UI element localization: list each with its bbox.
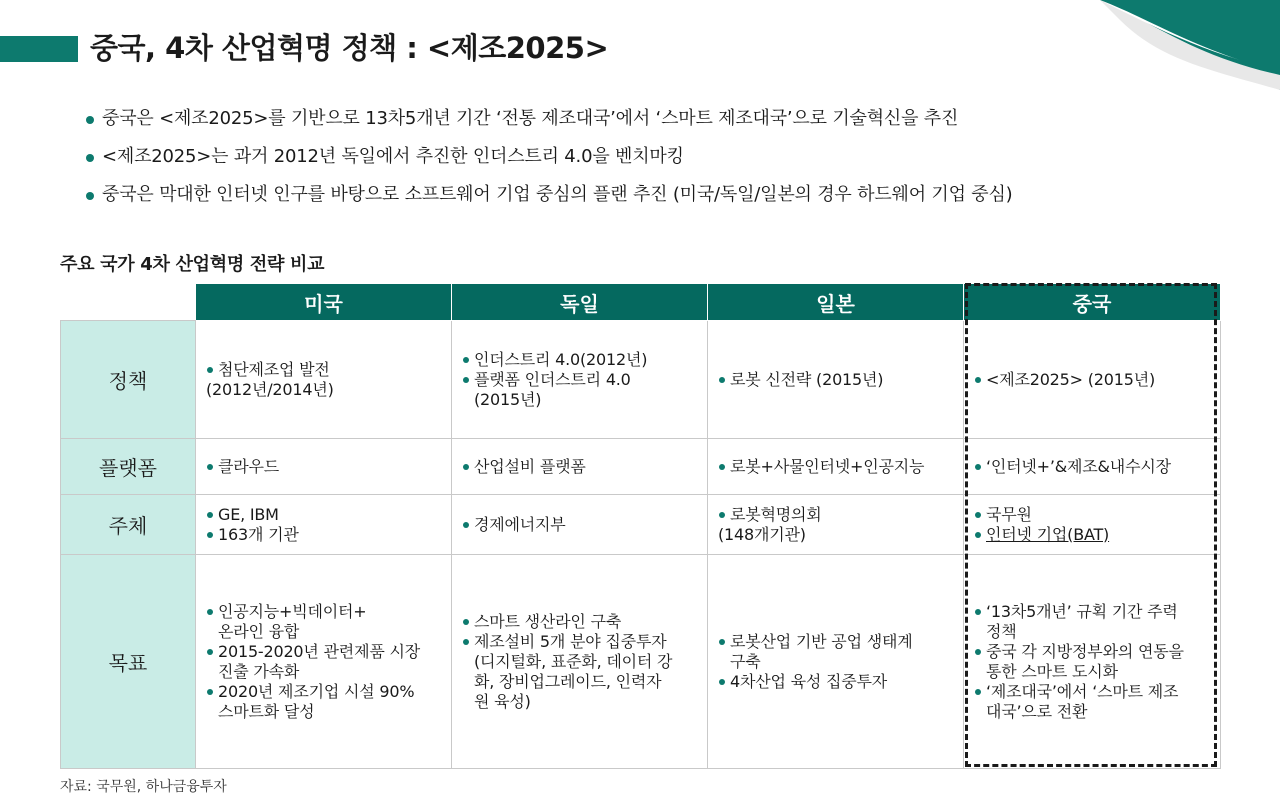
page-curl-decoration xyxy=(1040,0,1280,90)
cell-item: (2012년/2014년) xyxy=(206,379,334,399)
cell-item: (148개기관) xyxy=(718,524,806,544)
summary-bullet: <제조2025>는 과거 2012년 독일에서 추진한 인더스트리 4.0을 벤치마킹 xyxy=(86,146,1013,168)
cell-item: 로봇 신전략 (2015년) xyxy=(718,370,957,390)
cell-item: 로봇혁명의회 xyxy=(718,505,957,525)
table-row-actor xyxy=(61,495,1221,555)
table-row-goal xyxy=(61,555,1221,769)
table-cell xyxy=(964,321,1221,439)
cell-item: 진출 가속화 xyxy=(218,661,300,681)
table-cell xyxy=(196,495,452,555)
summary-bullet: 중국은 막대한 인터넷 인구를 바탕으로 소프트웨어 기업 중심의 플랜 추진 (미국/독일/일본의 경우 하드웨어 기업 중심) xyxy=(86,184,1013,206)
cell-item: 온라인 융합 xyxy=(218,621,300,641)
row-header: 주체 xyxy=(61,495,196,555)
cell-item: 화, 장비업그레이드, 인력자 xyxy=(474,671,662,691)
table-cell xyxy=(964,495,1221,555)
summary-bullets xyxy=(86,108,1013,222)
table-cell xyxy=(708,495,964,555)
cell-item: 4차산업 육성 집중투자 xyxy=(718,672,957,692)
cell-item: 스마트 생산라인 구축 xyxy=(462,612,701,632)
table-cell xyxy=(708,439,964,495)
cell-item: 국무원 xyxy=(974,505,1214,525)
cell-item: 인터넷 기업(BAT) xyxy=(974,525,1214,545)
cell-item: 로봇+사물인터넷+인공지능 xyxy=(718,457,957,477)
table-row-platform xyxy=(61,439,1221,495)
title-accent-bar xyxy=(0,36,78,62)
column-header-china: 중국 xyxy=(964,284,1221,321)
table-row-policy xyxy=(61,321,1221,439)
table-cell xyxy=(196,321,452,439)
source-note: 자료: 국무원, 하나금융투자 xyxy=(60,779,227,795)
table-cell xyxy=(196,555,452,769)
cell-item: 플랫폼 인더스트리 4.0 xyxy=(462,370,701,390)
table-cell xyxy=(964,439,1221,495)
row-header: 목표 xyxy=(61,555,196,769)
cell-item: 정책 xyxy=(986,621,1017,641)
table-cell xyxy=(196,439,452,495)
table-cell xyxy=(452,321,708,439)
cell-item: ‘제조대국’에서 ‘스마트 제조 xyxy=(974,682,1214,702)
cell-item: 2015-2020년 관련제품 시장 xyxy=(206,642,445,662)
cell-item: 원 육성) xyxy=(474,691,531,711)
cell-item: 대국’으로 전환 xyxy=(986,701,1088,721)
cell-item: 경제에너지부 xyxy=(462,515,701,535)
cell-item: 첨단제조업 발전 xyxy=(206,360,445,380)
cell-item: <제조2025> (2015년) xyxy=(974,370,1214,390)
table-title: 주요 국가 4차 산업혁명 전략 비교 xyxy=(60,254,325,275)
table-cell xyxy=(708,555,964,769)
cell-item: 통한 스마트 도시화 xyxy=(986,661,1118,681)
column-header-usa: 미국 xyxy=(196,284,452,321)
page-title: 중국, 4차 산업혁명 정책 : <제조2025> xyxy=(90,31,609,65)
column-header-germany: 독일 xyxy=(452,284,708,321)
cell-item: 인더스트리 4.0(2012년) xyxy=(462,350,701,370)
cell-item: (디지털화, 표준화, 데이터 강 xyxy=(474,651,673,671)
cell-item: ‘인터넷+’&제조&내수시장 xyxy=(974,457,1214,477)
strategy-comparison-table xyxy=(60,283,1221,769)
cell-item: 구축 xyxy=(730,651,761,671)
cell-item: 163개 기관 xyxy=(206,525,445,545)
cell-item: 중국 각 지방정부와의 연동을 xyxy=(974,642,1214,662)
cell-item: GE, IBM xyxy=(206,505,445,525)
table-cell xyxy=(708,321,964,439)
cell-item: 산업설비 플랫폼 xyxy=(462,457,701,477)
table-cell xyxy=(452,495,708,555)
summary-bullet: 중국은 <제조2025>를 기반으로 13차5개년 기간 ‘전통 제조대국’에서 ‘스마트 제조대국’으로 기술혁신을 추진 xyxy=(86,108,1013,130)
cell-item: 인공지능+빅데이터+ xyxy=(206,602,445,622)
cell-item: (2015년) xyxy=(474,389,542,409)
row-header: 정책 xyxy=(61,321,196,439)
cell-item: 스마트화 달성 xyxy=(218,701,315,721)
table-cell xyxy=(452,439,708,495)
cell-item: 클라우드 xyxy=(206,457,445,477)
corner-cell xyxy=(61,284,196,321)
cell-item: 제조설비 5개 분야 집중투자 xyxy=(462,632,701,652)
cell-item: 로봇산업 기반 공업 생태계 xyxy=(718,632,957,652)
column-header-japan: 일본 xyxy=(708,284,964,321)
cell-item: ‘13차5개년’ 규획 기간 주력 xyxy=(974,602,1214,622)
row-header: 플랫폼 xyxy=(61,439,196,495)
table-cell xyxy=(964,555,1221,769)
cell-item: 2020년 제조기업 시설 90% xyxy=(206,682,445,702)
table-cell xyxy=(452,555,708,769)
